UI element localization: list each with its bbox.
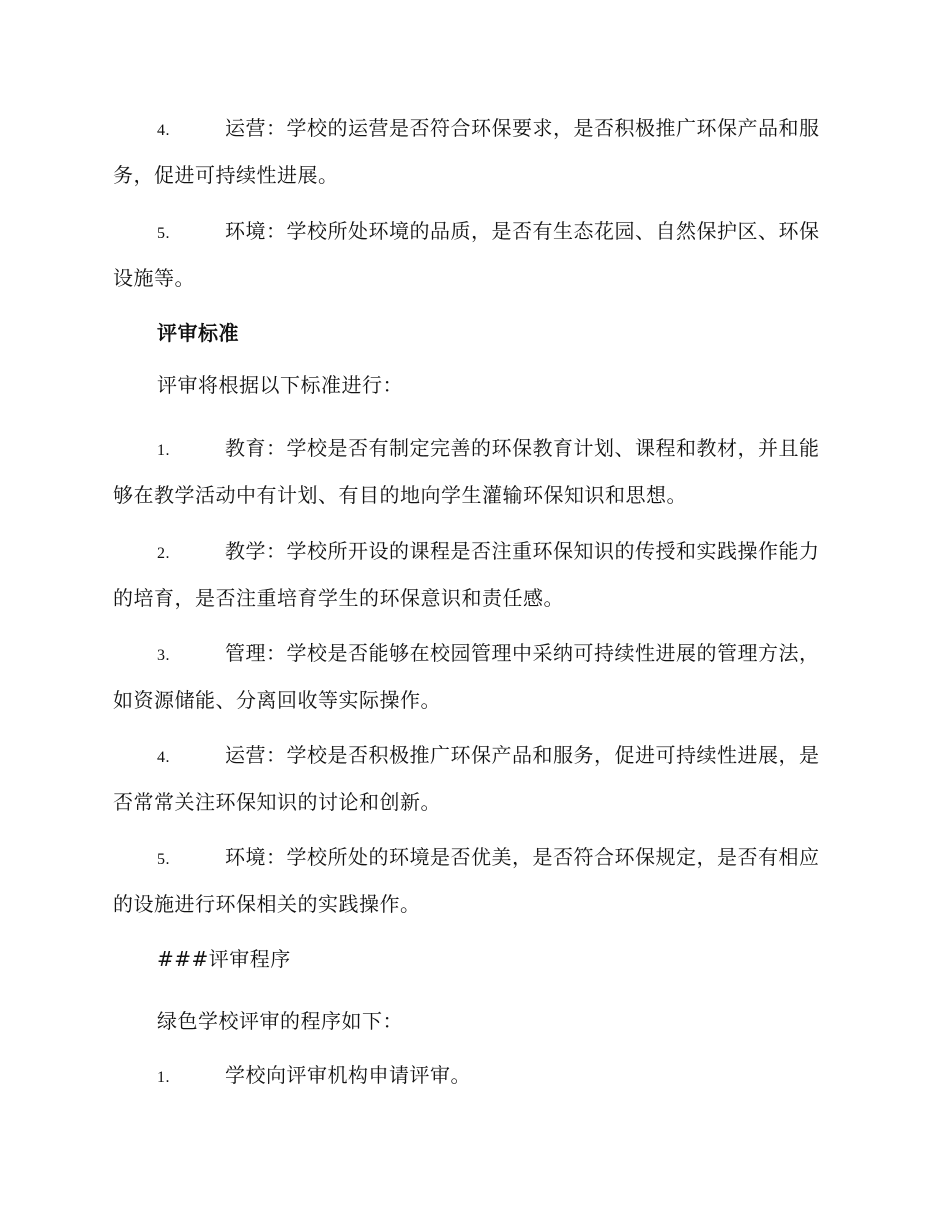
list-item-text: 环境：学校所处的环境是否优美，是否符合环保规定，是否有相应的设施进行环保相关的实践操作。 (113, 845, 820, 916)
list-item-text: 教学：学校所开设的课程是否注重环保知识的传授和实践操作能力的培育，是否注重培育学生的环保意识和责任感。 (113, 539, 820, 610)
section-heading-procedure: ###评审程序 (157, 947, 291, 971)
criteria-item-teaching (113, 529, 833, 621)
list-item-text: 运营：学校的运营是否符合环保要求，是否积极推广环保产品和服务，促进可持续性进展。 (113, 116, 820, 187)
criteria-item-management (113, 631, 833, 723)
criteria-item-environment (113, 835, 833, 927)
procedure-item-apply (113, 1053, 833, 1100)
list-number: 5. (157, 225, 170, 242)
list-number: 5. (157, 851, 170, 868)
criteria-intro: 评审将根据以下标准进行： (157, 373, 403, 397)
list-item-environment (113, 209, 833, 301)
list-number: 1. (157, 1069, 170, 1086)
list-number: 3. (157, 647, 170, 664)
list-item-operation (113, 106, 833, 198)
section-heading-criteria: 评审标准 (157, 321, 239, 345)
list-number: 1. (157, 442, 170, 459)
criteria-item-education (113, 426, 833, 518)
list-item-text: 环境：学校所处环境的品质，是否有生态花园、自然保护区、环保设施等。 (113, 219, 820, 290)
list-item-text: 运营：学校是否积极推广环保产品和服务，促进可持续性进展，是否常常关注环保知识的讨论和创新。 (113, 743, 820, 814)
list-number: 2. (157, 545, 170, 562)
criteria-item-operation (113, 733, 833, 825)
list-number: 4. (157, 749, 170, 766)
list-number: 4. (157, 122, 170, 139)
list-item-text: 管理：学校是否能够在校园管理中采纳可持续性进展的管理方法，如资源储能、分离回收等实际操作。 (113, 641, 820, 712)
list-item-text: 教育：学校是否有制定完善的环保教育计划、课程和教材，并且能够在教学活动中有计划、有目的地向学生灌输环保知识和思想。 (113, 436, 820, 507)
list-item-text: 学校向评审机构申请评审。 (225, 1063, 471, 1087)
procedure-intro: 绿色学校评审的程序如下： (157, 1009, 403, 1033)
